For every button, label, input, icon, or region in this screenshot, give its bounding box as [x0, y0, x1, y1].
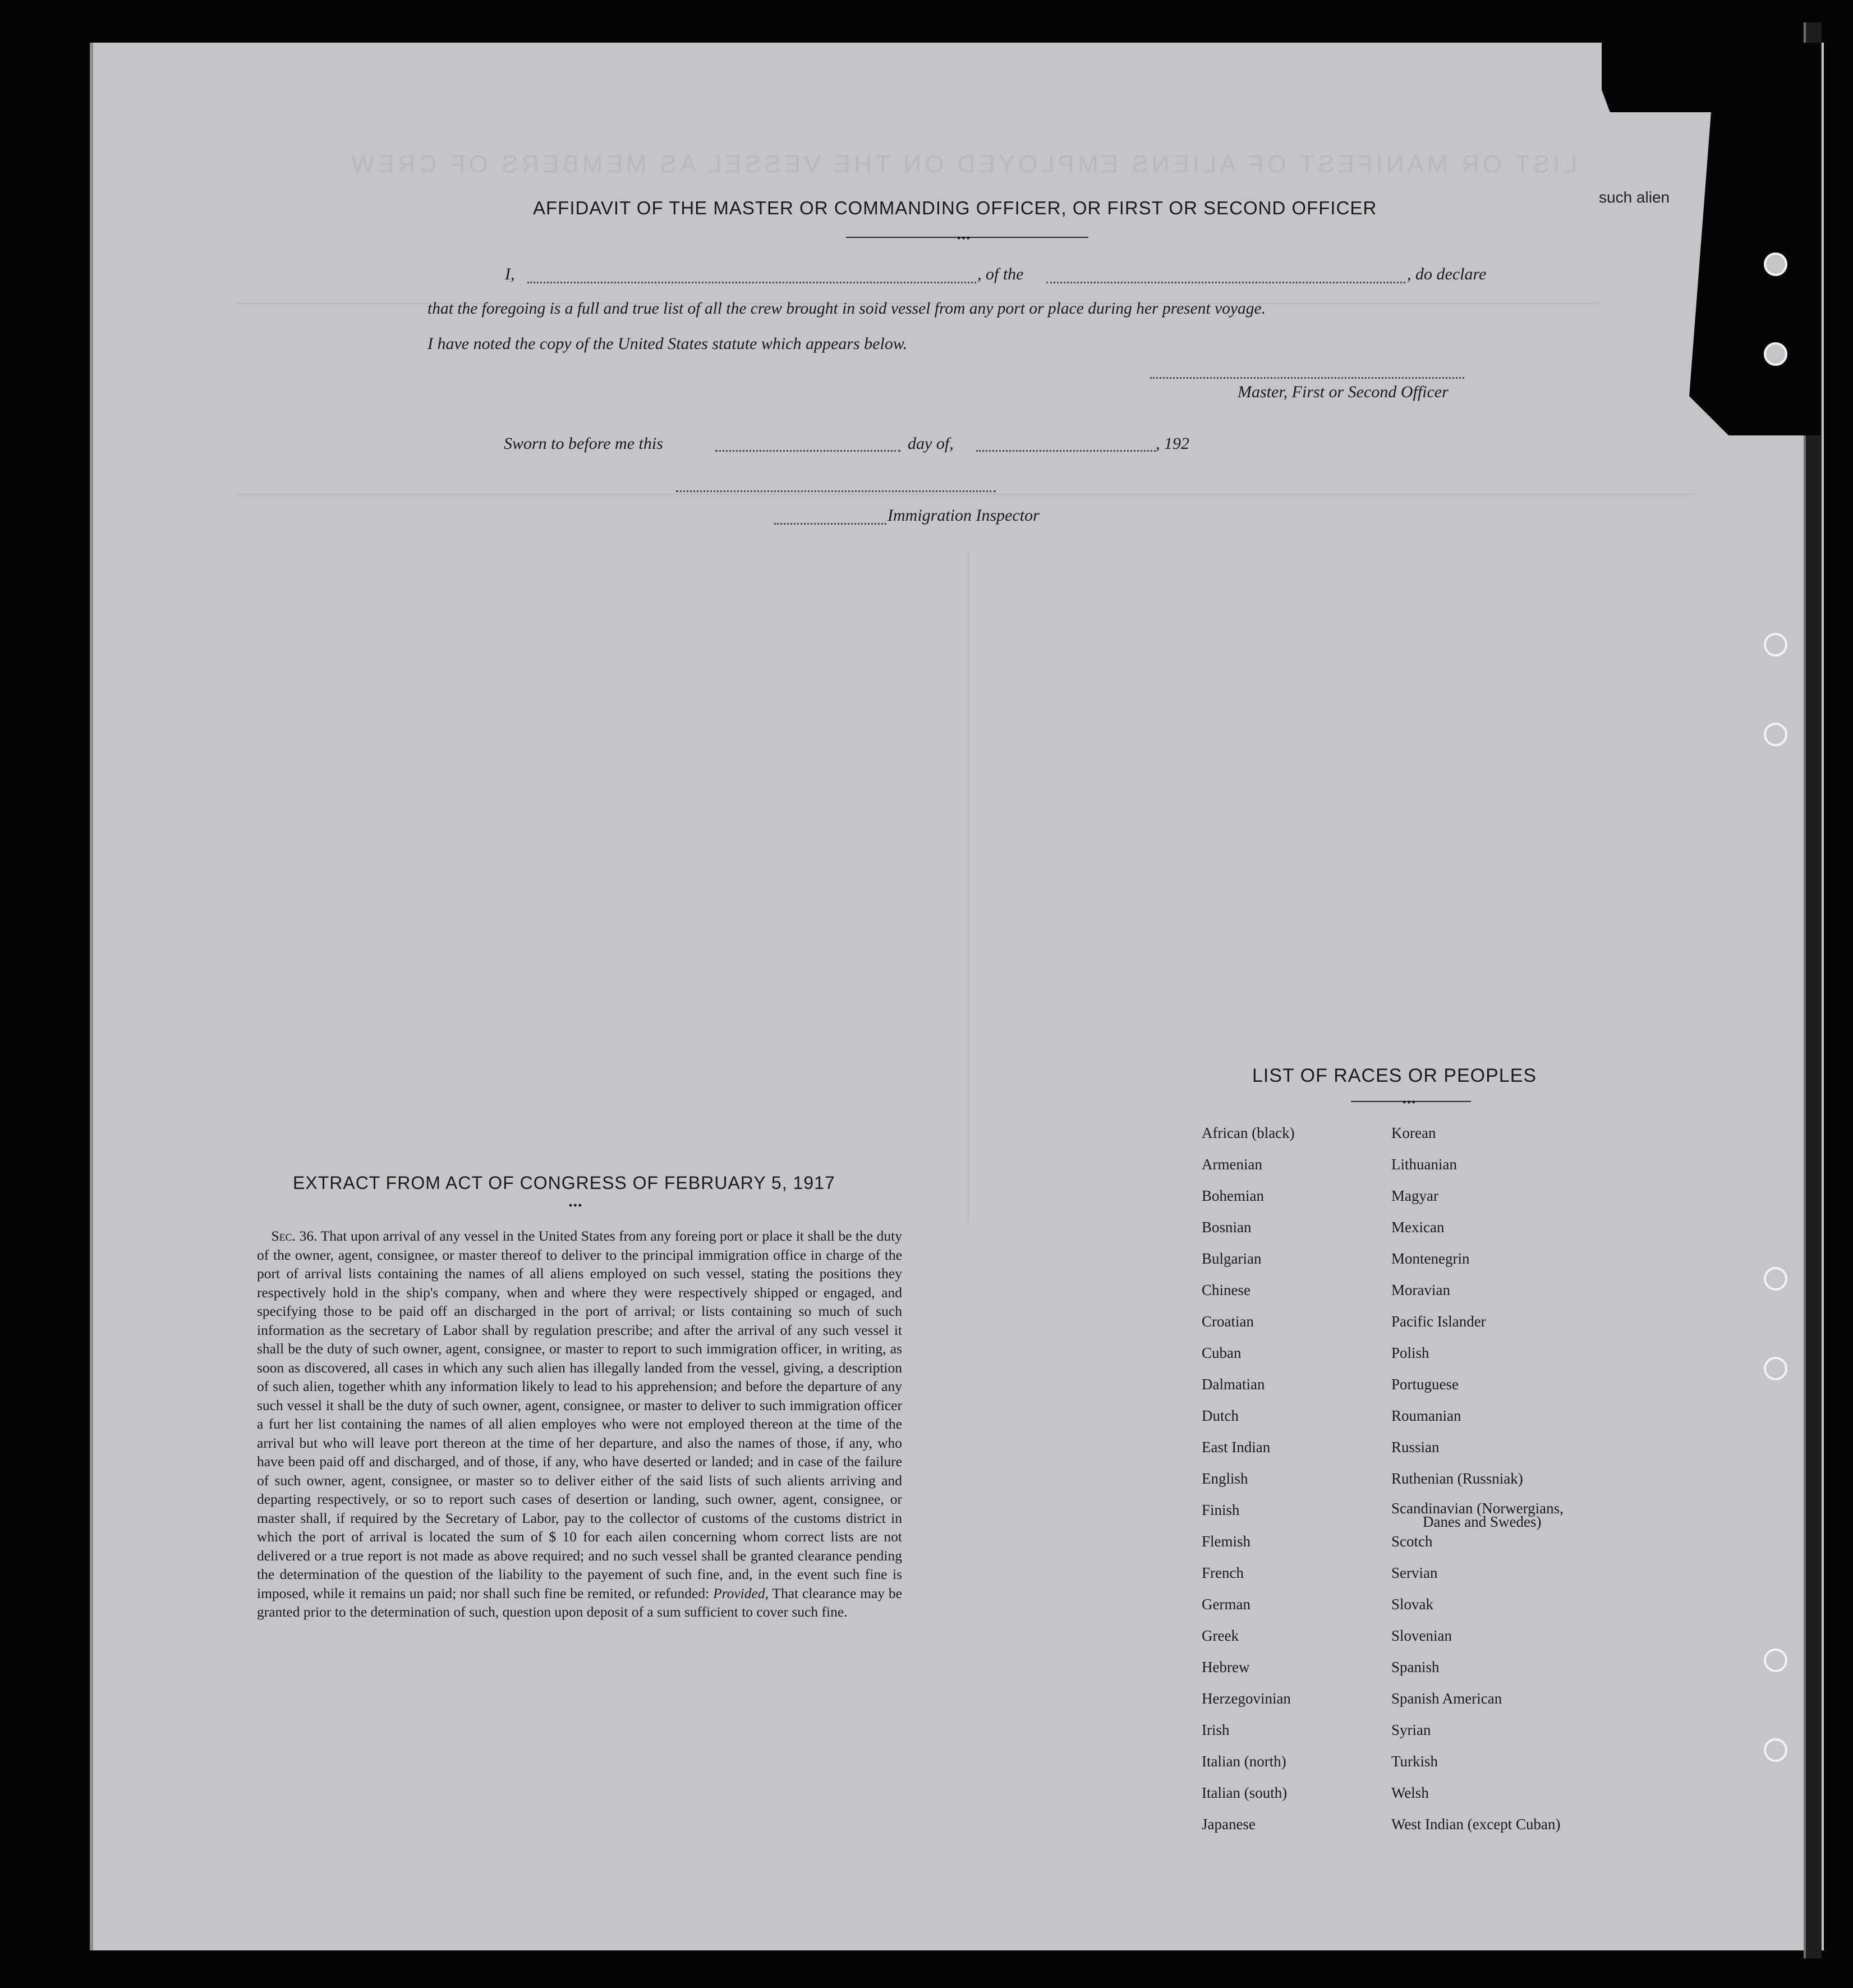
section-number: 36. [299, 1228, 318, 1244]
binder-hole [1764, 633, 1787, 656]
race-item: Flemish [1202, 1533, 1251, 1550]
race-item: Polish [1391, 1344, 1429, 1361]
binder-hole [1764, 342, 1787, 366]
races-column-2 [1391, 1124, 1564, 1847]
race-item: East Indian [1202, 1439, 1271, 1456]
extract-body [257, 1227, 902, 1622]
vessel-field[interactable] [1046, 282, 1405, 283]
race-item: Montenegrin [1391, 1250, 1470, 1267]
sworn-month-field[interactable] [976, 450, 1156, 452]
race-item: Scandinavian (Norwergians, Danes and Swedes) [1391, 1500, 1564, 1530]
race-item: Finish [1202, 1502, 1240, 1518]
race-item: Scotch [1391, 1533, 1433, 1550]
extract-ornament: ••• [569, 1200, 583, 1211]
race-item: Servian [1391, 1564, 1438, 1581]
race-item: French [1202, 1564, 1244, 1581]
declare-label: , do declare [1407, 265, 1487, 283]
race-item: Bosnian [1202, 1219, 1252, 1236]
year-label: , 192 [1156, 434, 1189, 453]
race-item: Russian [1391, 1439, 1440, 1456]
show-through-rule [968, 550, 969, 1223]
race-item: Dalmatian [1202, 1376, 1265, 1393]
race-item: West Indian (except Cuban) [1391, 1816, 1561, 1833]
inspector-caption: Immigration Inspector [888, 506, 1040, 525]
sworn-day-field[interactable] [715, 450, 900, 452]
master-signature-caption: Master, First or Second Officer [1238, 383, 1449, 401]
race-item: Chinese [1202, 1282, 1250, 1298]
race-item: Italian (south) [1202, 1784, 1288, 1801]
binder-hole [1764, 1738, 1787, 1762]
race-item: Dutch [1202, 1407, 1239, 1424]
master-signature-field[interactable] [1150, 377, 1464, 379]
inspector-line [774, 523, 886, 525]
race-item: Japanese [1202, 1816, 1256, 1833]
race-item: Herzegovinian [1202, 1690, 1291, 1707]
race-item: Welsh [1391, 1784, 1429, 1801]
binder-hole [1764, 1267, 1787, 1291]
title-ornament: ••• [957, 232, 971, 244]
extract-title: EXTRACT FROM ACT OF CONGRESS OF FEBRUARY 5, 1917 [293, 1173, 835, 1193]
race-item: Syrian [1391, 1721, 1431, 1738]
race-item: Pacific Islander [1391, 1313, 1486, 1330]
races-ornament: ••• [1403, 1096, 1417, 1108]
race-item: Ruthenian (Russniak) [1391, 1470, 1523, 1487]
race-item: Bulgarian [1202, 1250, 1262, 1267]
extract-text-1: That upon arrival of any vessel in the United States from any foreing port or place it shall be the duty of the owner, agent, consignee, or master thereof to deliver to the principal immigration office in charge of the port of arrival lists containing the names of all aliens employed on such vessel, stating the positions they respectively hold in the ship's company, when and where they were respectively shipped or engaged, and specifying those to be paid off an discharged in the port of arrival; or lists containing so much of such information as the secretary of Labor shall by regulation prescribe; and after the arrival of any such vessel it shall be the duty of such owner, agent, consignee, or master to report to such immigration officer, in writing, as soon as discovered, all cases in which any such alien has illegally landed from the vessel, giving, a description of such alien, together whith any information likely to lead to his apprehension; and before the departure of any such vessel it shall be the duty of such owner, agent, consignee, or master to deliver to such immigration officer a furt her list containing the names of all alien employes who were not employed thereon at the time of the arrival but who will leave port thereon at the time of her departure, and also the names of those, if any, who have been paid off and discharged, and of those, if any, who have deserted or landed; and in case of the failure of such owner, agent, consignee, or master so to deliver either of the said lists of such alients arriving and departing respectively, or so to report such cases of desertion or landing, such owner, agent, consignee, or master shall, if required by the Secretary of Labor, pay to the collector of customs of the customs district in which the port of arrival is located the sum of $ 10 for each ailen concerning whom correct lists are not delivered or a true report is not made as above required; and no such vessel shall be granted clearance pending the determination of the question of the liability to the payement of such fine, and, in the event such fine is imposed, while it remains un paid; nor shall such fine be remited, or refunded: [257, 1228, 903, 1601]
provided-word: Provided, [713, 1585, 769, 1601]
binder-hole [1764, 1357, 1787, 1380]
race-item: Hebrew [1202, 1659, 1250, 1675]
race-item: English [1202, 1470, 1248, 1487]
show-through-rule [236, 494, 1694, 495]
binder-hole [1764, 252, 1787, 276]
race-item: Mexican [1391, 1219, 1445, 1236]
extract-text-2: That clearance may be granted prior to the determination of such, question upon deposit of a sum sufficient to cover such fine. [257, 1585, 903, 1620]
race-item: Turkish [1391, 1753, 1438, 1770]
race-item: Portuguese [1391, 1376, 1459, 1393]
race-item: Moravian [1391, 1282, 1450, 1298]
race-item: Croatian [1202, 1313, 1254, 1330]
affidavit-statement: that the foregoing is a full and true list of all the crew brought in soid vessel from any port or place during her present voyage. [427, 300, 1266, 318]
affiant-name-field[interactable] [527, 282, 976, 283]
of-the-label: , of the [977, 265, 1024, 283]
race-item: Magyar [1391, 1187, 1438, 1204]
race-item: Bohemian [1202, 1187, 1264, 1204]
race-item: Armenian [1202, 1156, 1262, 1173]
binder-hole [1764, 1649, 1787, 1672]
affiant-i-label: I, [505, 265, 515, 283]
race-item: Cuban [1202, 1344, 1242, 1361]
race-item: Lithuanian [1391, 1156, 1457, 1173]
race-item: Greek [1202, 1627, 1239, 1644]
race-item: Italian (north) [1202, 1753, 1286, 1770]
races-title: LIST OF RACES OR PEOPLES [1252, 1065, 1537, 1086]
section-label: Sec. [271, 1228, 296, 1244]
race-item: Spanish American [1391, 1690, 1502, 1707]
affidavit-statute-note: I have noted the copy of the United States statute which appears below. [427, 334, 908, 353]
binder-hole [1764, 723, 1787, 746]
race-item: Korean [1391, 1124, 1436, 1141]
race-item: African (black) [1202, 1124, 1295, 1141]
inspector-signature-field[interactable] [676, 490, 996, 492]
show-through-title: LIST OR MANIFEST OF ALIENS EMPLOYED ON THE VESSEL AS MEMBERS OF CREW [348, 150, 1578, 178]
race-item: German [1202, 1596, 1250, 1613]
races-column-1 [1202, 1124, 1295, 1847]
edge-fragment-text: such alien [1599, 189, 1670, 206]
affidavit-title: AFFIDAVIT OF THE MASTER OR COMMANDING OFFICER, OR FIRST OR SECOND OFFICER [533, 198, 1377, 218]
race-item: Irish [1202, 1721, 1230, 1738]
race-item: Slovak [1391, 1596, 1434, 1613]
day-of-label: day of, [908, 434, 954, 453]
race-item: Roumanian [1391, 1407, 1461, 1424]
race-item: Spanish [1391, 1659, 1440, 1675]
sworn-label: Sworn to before me this [504, 434, 663, 453]
document-page [90, 43, 1824, 1950]
race-item: Slovenian [1391, 1627, 1452, 1644]
